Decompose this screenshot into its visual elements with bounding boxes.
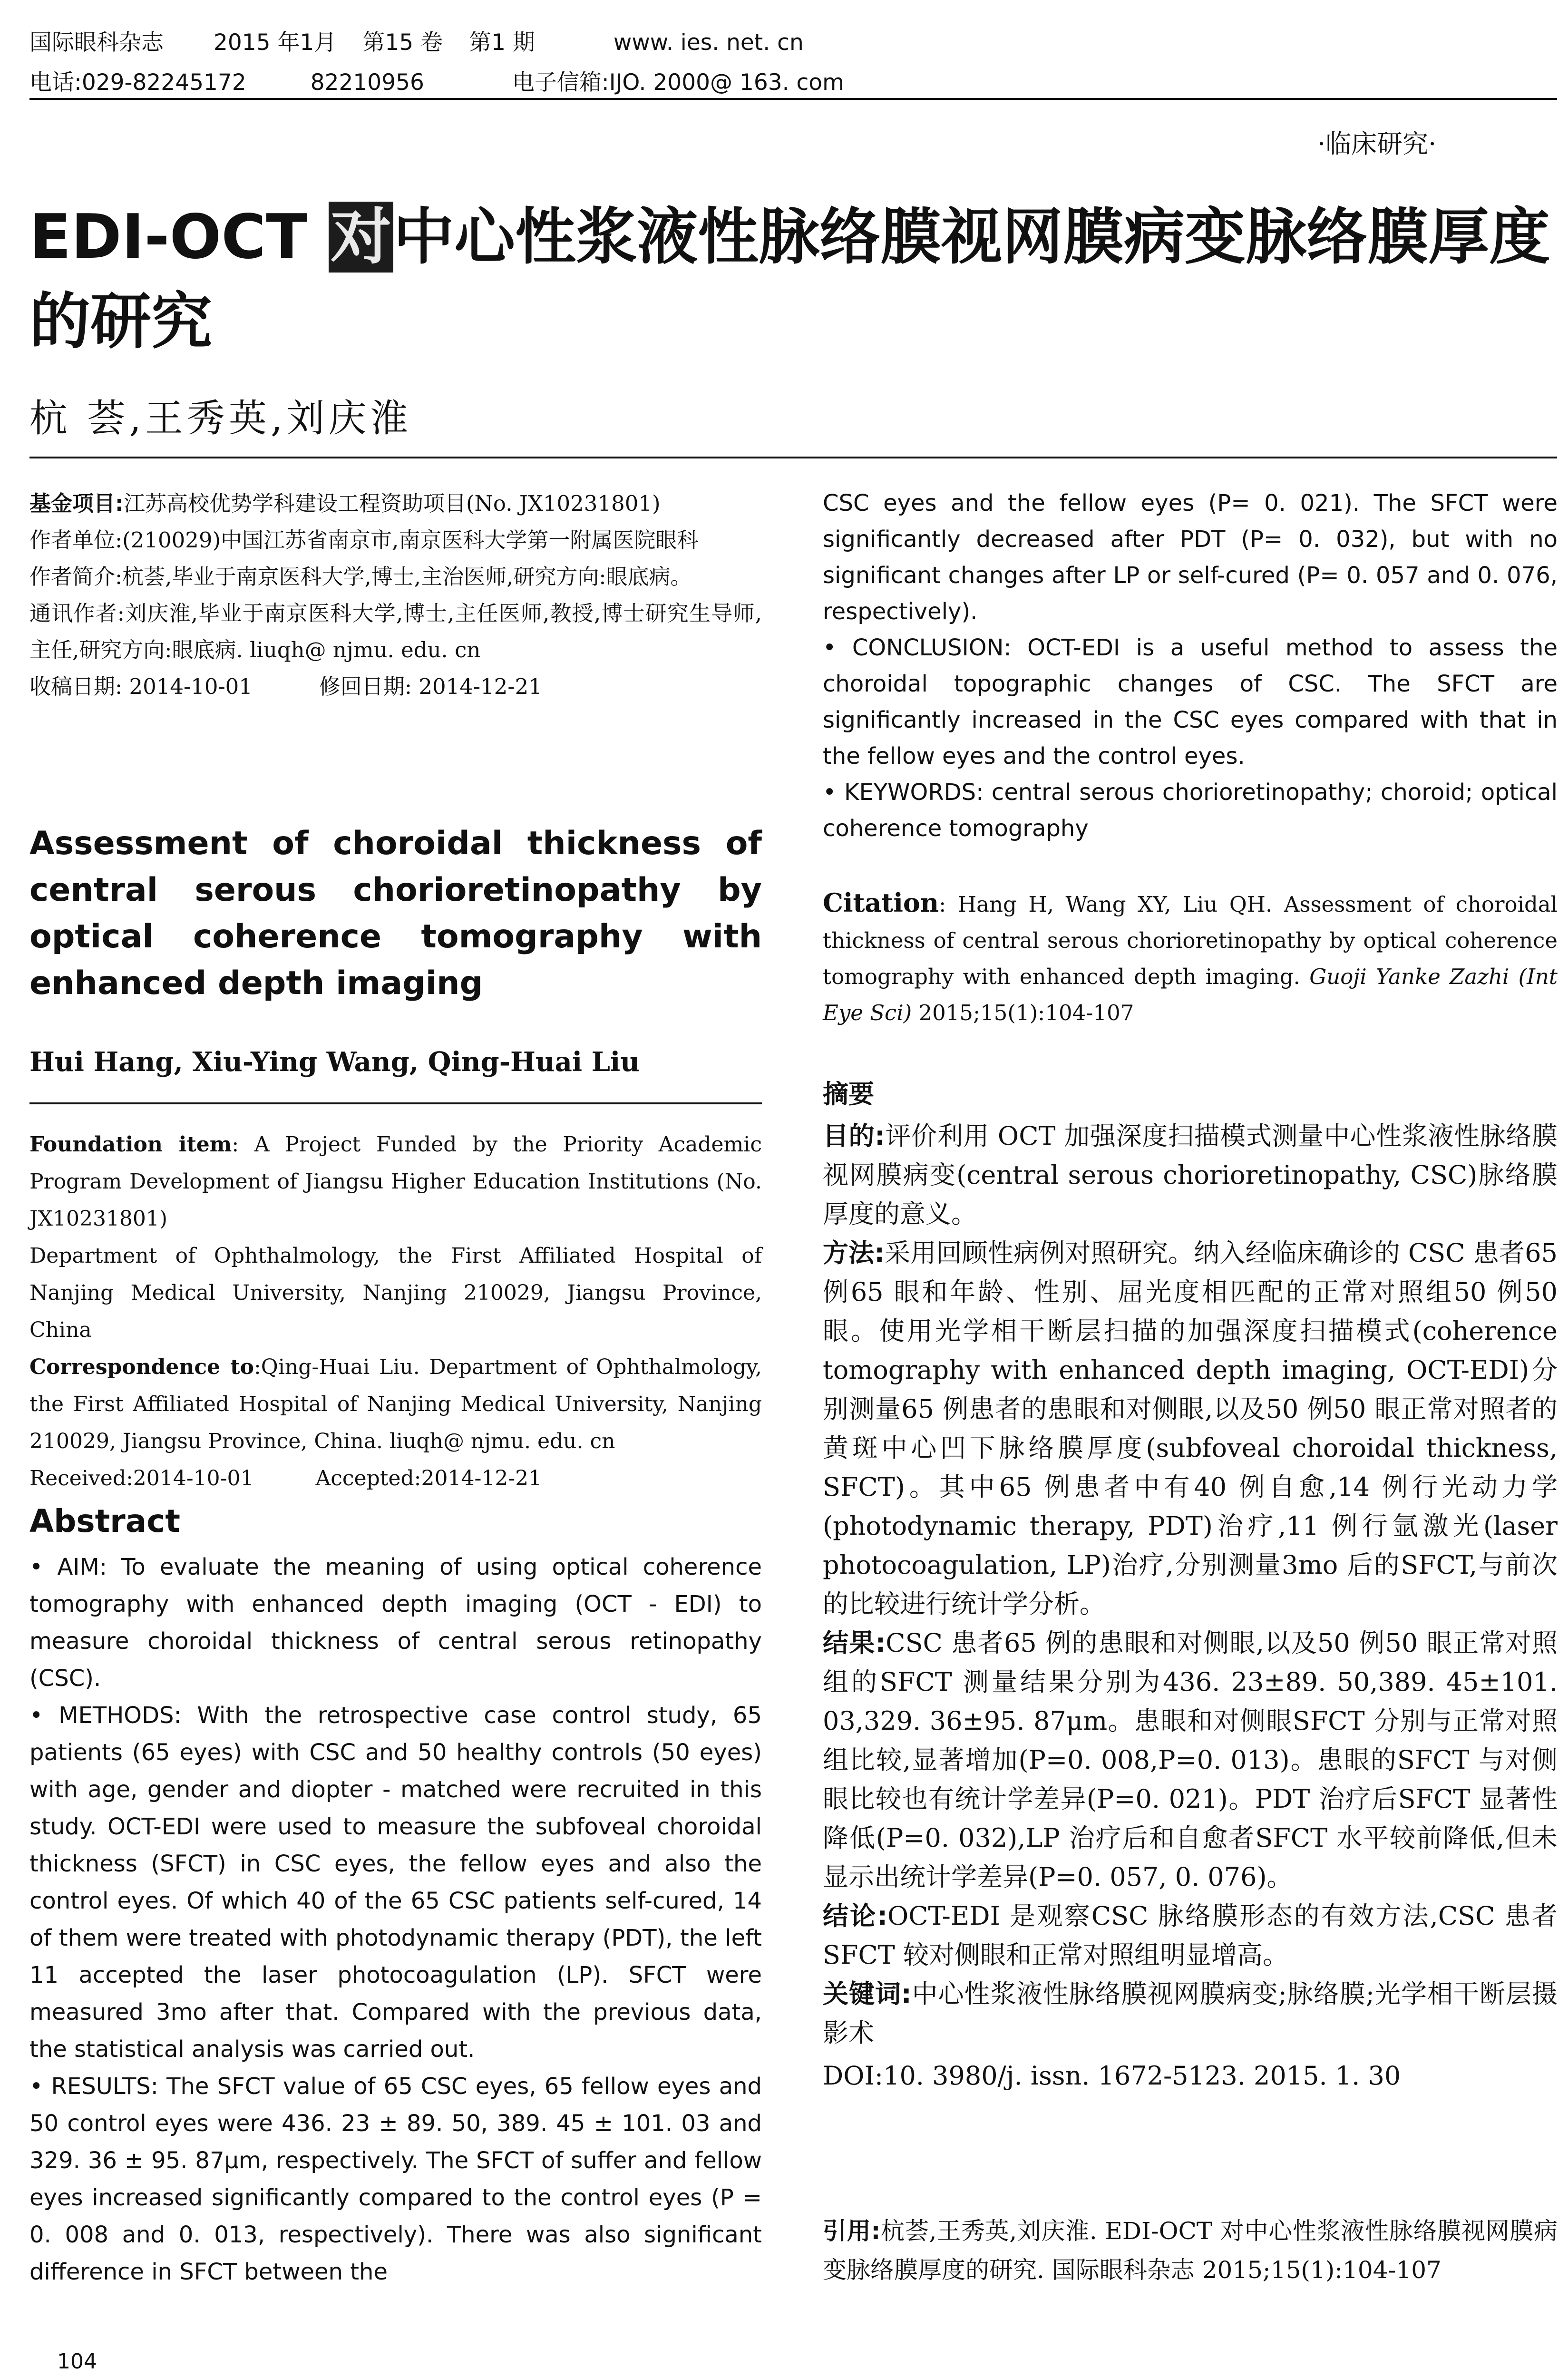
foundation-en: : A Project Funded by the Priority Academic Program Development of Jiangsu Higher Education Institutions (No. JX10231801) [29,1132,762,1231]
header-rule [29,98,1557,100]
methods-cn: 采用回顾性病例对照研究。纳入经临床确诊的 CSC 患者65 例65 眼和年龄、性别、屈光度相匹配的正常对照组50 例50 眼。使用光学相干断层扫描的加强深度扫描模式(coherence tomography with enhanced depth imaging, OCT-EDI)分别测量65 例患者的患眼和对侧眼,以及50 例50 眼正常对照者的黄斑中心凹下脉络膜厚度(subfoveal choroidal thickness, SFCT)。其中65 例患者中有40 例自愈,14 例行光动力学(photodynamic therapy, PDT)治疗,11 例行氩激光(laser photocoagulation, LP)治疗,分别测量3mo 后的SFCT,与前次的比较进行统计学分析。 [823,1238,1558,1619]
abstract-body [29,1549,762,2290]
authors-cn: 杭 荟,王秀英,刘庆淮 [29,396,412,440]
website: www. ies. net. cn [613,29,804,56]
citation-tail: 2015;15(1):104-107 [912,1000,1134,1025]
bio-cn: 作者简介:杭荟,毕业于南京医科大学,博士,主治医师,研究方向:眼底病。 [29,564,692,589]
funding-info-en [29,1126,762,1497]
email: 电子信箱:IJO. 2000@ 163. com [512,69,844,96]
abstract-heading-cn: 摘要 [823,1079,874,1109]
abstract-results: • RESULTS: The SFCT value of 65 CSC eyes, 65 fellow eyes and 50 control eyes were 436. 23 ± 89. 50, 389. 45 ± 101. 03 and 329. 36 ± 95. 87μm, respectively. The SFCT of suffer and fellow eyes increased significantly compared to the control eyes (P = 0. 008 and 0. 013, respectively). There was also significant difference in SFCT between the [29,2073,762,2285]
citation-journal: Guoji Yanke Zazhi (Int Eye Sci) [823,964,1558,1025]
abstract-continued [823,485,1558,847]
page-number: 104 [57,2349,97,2374]
accepted-en: Accepted:2014-12-21 [315,1466,542,1490]
conclusion-label-cn: 结论: [823,1901,887,1931]
foundation-label-cn: 基金项目: [29,491,124,516]
article-title [29,195,1551,364]
citation-text: : Hang H, Wang XY, Liu QH. Assessment of choroidal thickness of central serous chorioretinopathy by optical coherence tomography with enhanced depth imaging. [823,892,1558,989]
citation-text-cn: 杭荟,王秀英,刘庆淮. EDI-OCT 对中心性浆液性脉络膜视网膜病变脉络膜厚度的研究. 国际眼科杂志 2015;15(1):104-107 [823,2217,1558,2284]
english-title: Assessment of choroidal thickness of central serous chorioretinopathy by optical coherence tomography with enhanced depth imaging [29,825,762,1002]
received-en: Received:2014-10-01 [29,1466,254,1490]
citation-en [823,885,1558,1031]
affiliation-cn: 作者单位:(210029)中国江苏省南京市,南京医科大学第一附属医院眼科 [29,527,699,553]
title-highlight: 对 [329,202,393,273]
funding-info-cn [29,485,762,705]
abstract-methods: • METHODS: With the retrospective case control study, 65 patients (65 eyes) with CSC and 50 healthy controls (50 eyes) with age, gender and diopter - matched were recruited in this study. OCT-EDI were used to measure the subfoveal choroidal thickness (SFCT) in CSC eyes, the fellow eyes and also the control eyes. Of which 40 of the 65 CSC patients self-cured, 14 of them were treated with photodynamic therapy (PDT), the left 11 accepted the laser photocoagulation (LP). SFCT were measured 3mo after that. Compared with the previous data, the statistical analysis was carried out. [29,1702,762,2063]
phone-2: 82210956 [310,69,424,96]
abstract-heading: Abstract [29,1503,180,1539]
contact-header [29,65,844,97]
abstract-cn [823,1075,1558,2095]
citation-label: Citation [823,887,939,918]
section-label: ·临床研究· [1317,129,1437,159]
foundation-label-en: Foundation item [29,1132,232,1157]
received-cn: 收稿日期: 2014-10-01 [29,674,253,699]
foundation-cn: 江苏高校优势学科建设工程资助项目(No. JX10231801) [124,491,661,516]
title-rule [29,457,1557,458]
accepted-cn: 修回日期: 2014-12-21 [319,674,542,699]
abstract-keywords: • KEYWORDS: central serous chorioretinopathy; choroid; optical coherence tomography [823,779,1558,842]
abstract-conclusion: • CONCLUSION: OCT-EDI is a useful method to assess the choroidal topographic changes of CSC. The SFCT are significantly increased in the CSC eyes compared with that in the fellow eyes and the control eyes. [823,634,1558,770]
correspondence-en: :Qing-Huai Liu. Department of Ophthalmology, the First Affiliated Hospital of Nanjing Medical University, Nanjing 210029, Jiangsu Province, China. liuqh@ njmu. edu. cn [29,1355,762,1453]
doi: DOI:10. 3980/j. issn. 1672-5123. 2015. 1. 30 [823,2061,1401,2091]
abstract-results-continued: CSC eyes and the fellow eyes (P= 0. 021). The SFCT were significantly decreased after PDT (P= 0. 032), but with no significant changes after LP or self-cured (P= 0. 057 and 0. 076, respectively). [823,490,1558,625]
citation-cn [823,2211,1558,2289]
volume: 第15 卷 [362,29,443,56]
keywords-label-cn: 关键词: [823,1979,912,2009]
results-label-cn: 结果: [823,1628,886,1658]
journal-name: 国际眼科杂志 [29,29,164,56]
results-cn: CSC 患者65 例的患眼和对侧眼,以及50 例50 眼正常对照组的SFCT 测量结果分别为436. 23±89. 50,389. 45±101. 03,329. 36±95. 87μm。患眼和对侧眼SFCT 分别与正常对照组比较,显著增加(P=0. 008,P=0. 013)。患眼的SFCT 与对侧眼比较也有统计学差异(P=0. 021)。PDT 治疗后SFCT 显著性降低(P=0. 032),LP 治疗后和自愈者SFCT 水平较前降低,但未显示出统计学差异(P=0. 057, 0. 076)。 [823,1628,1558,1892]
citation-label-cn: 引用: [823,2217,881,2245]
methods-label-cn: 方法: [823,1238,885,1268]
department-en: Department of Ophthalmology, the First Affiliated Hospital of Nanjing Medical University, Nanjing 210029, Jiangsu Province, China [29,1244,762,1342]
conclusion-cn: OCT-EDI 是观察CSC 脉络膜形态的有效方法,CSC 患者SFCT 较对侧眼和正常对照组明显增高。 [823,1901,1558,1970]
english-authors: Hui Hang, Xiu-Ying Wang, Qing-Huai Liu [29,1046,640,1078]
title-part-1: EDI-OCT [29,202,329,273]
authors-rule [29,1102,762,1104]
running-header [29,25,804,57]
issue-date: 2015 年1月 [213,29,337,56]
abstract-aim: • AIM: To evaluate the meaning of using optical coherence tomography with enhanced depth imaging (OCT - EDI) to measure choroidal thickness of central serous retinopathy (CSC). [29,1554,762,1692]
purpose-cn: 评价利用 OCT 加强深度扫描模式测量中心性浆液性脉络膜视网膜病变(central serous chorioretinopathy, CSC)脉络膜厚度的意义。 [823,1121,1558,1229]
correspondence-cn: 通讯作者:刘庆淮,毕业于南京医科大学,博士,主任医师,教授,博士研究生导师,主任,研究方向:眼底病. liuqh@ njmu. edu. cn [29,601,762,662]
correspondence-label-en: Correspondence to [29,1355,254,1379]
title-part-2: 中心性浆液性脉络膜视网膜病变脉络膜厚度的研究 [29,202,1550,357]
phone: 电话:029-82245172 [29,69,246,96]
issue: 第1 期 [469,29,535,56]
keywords-cn: 中心性浆液性脉络膜视网膜病变;脉络膜;光学相干断层摄影术 [823,1979,1558,2048]
purpose-label-cn: 目的: [823,1121,885,1151]
